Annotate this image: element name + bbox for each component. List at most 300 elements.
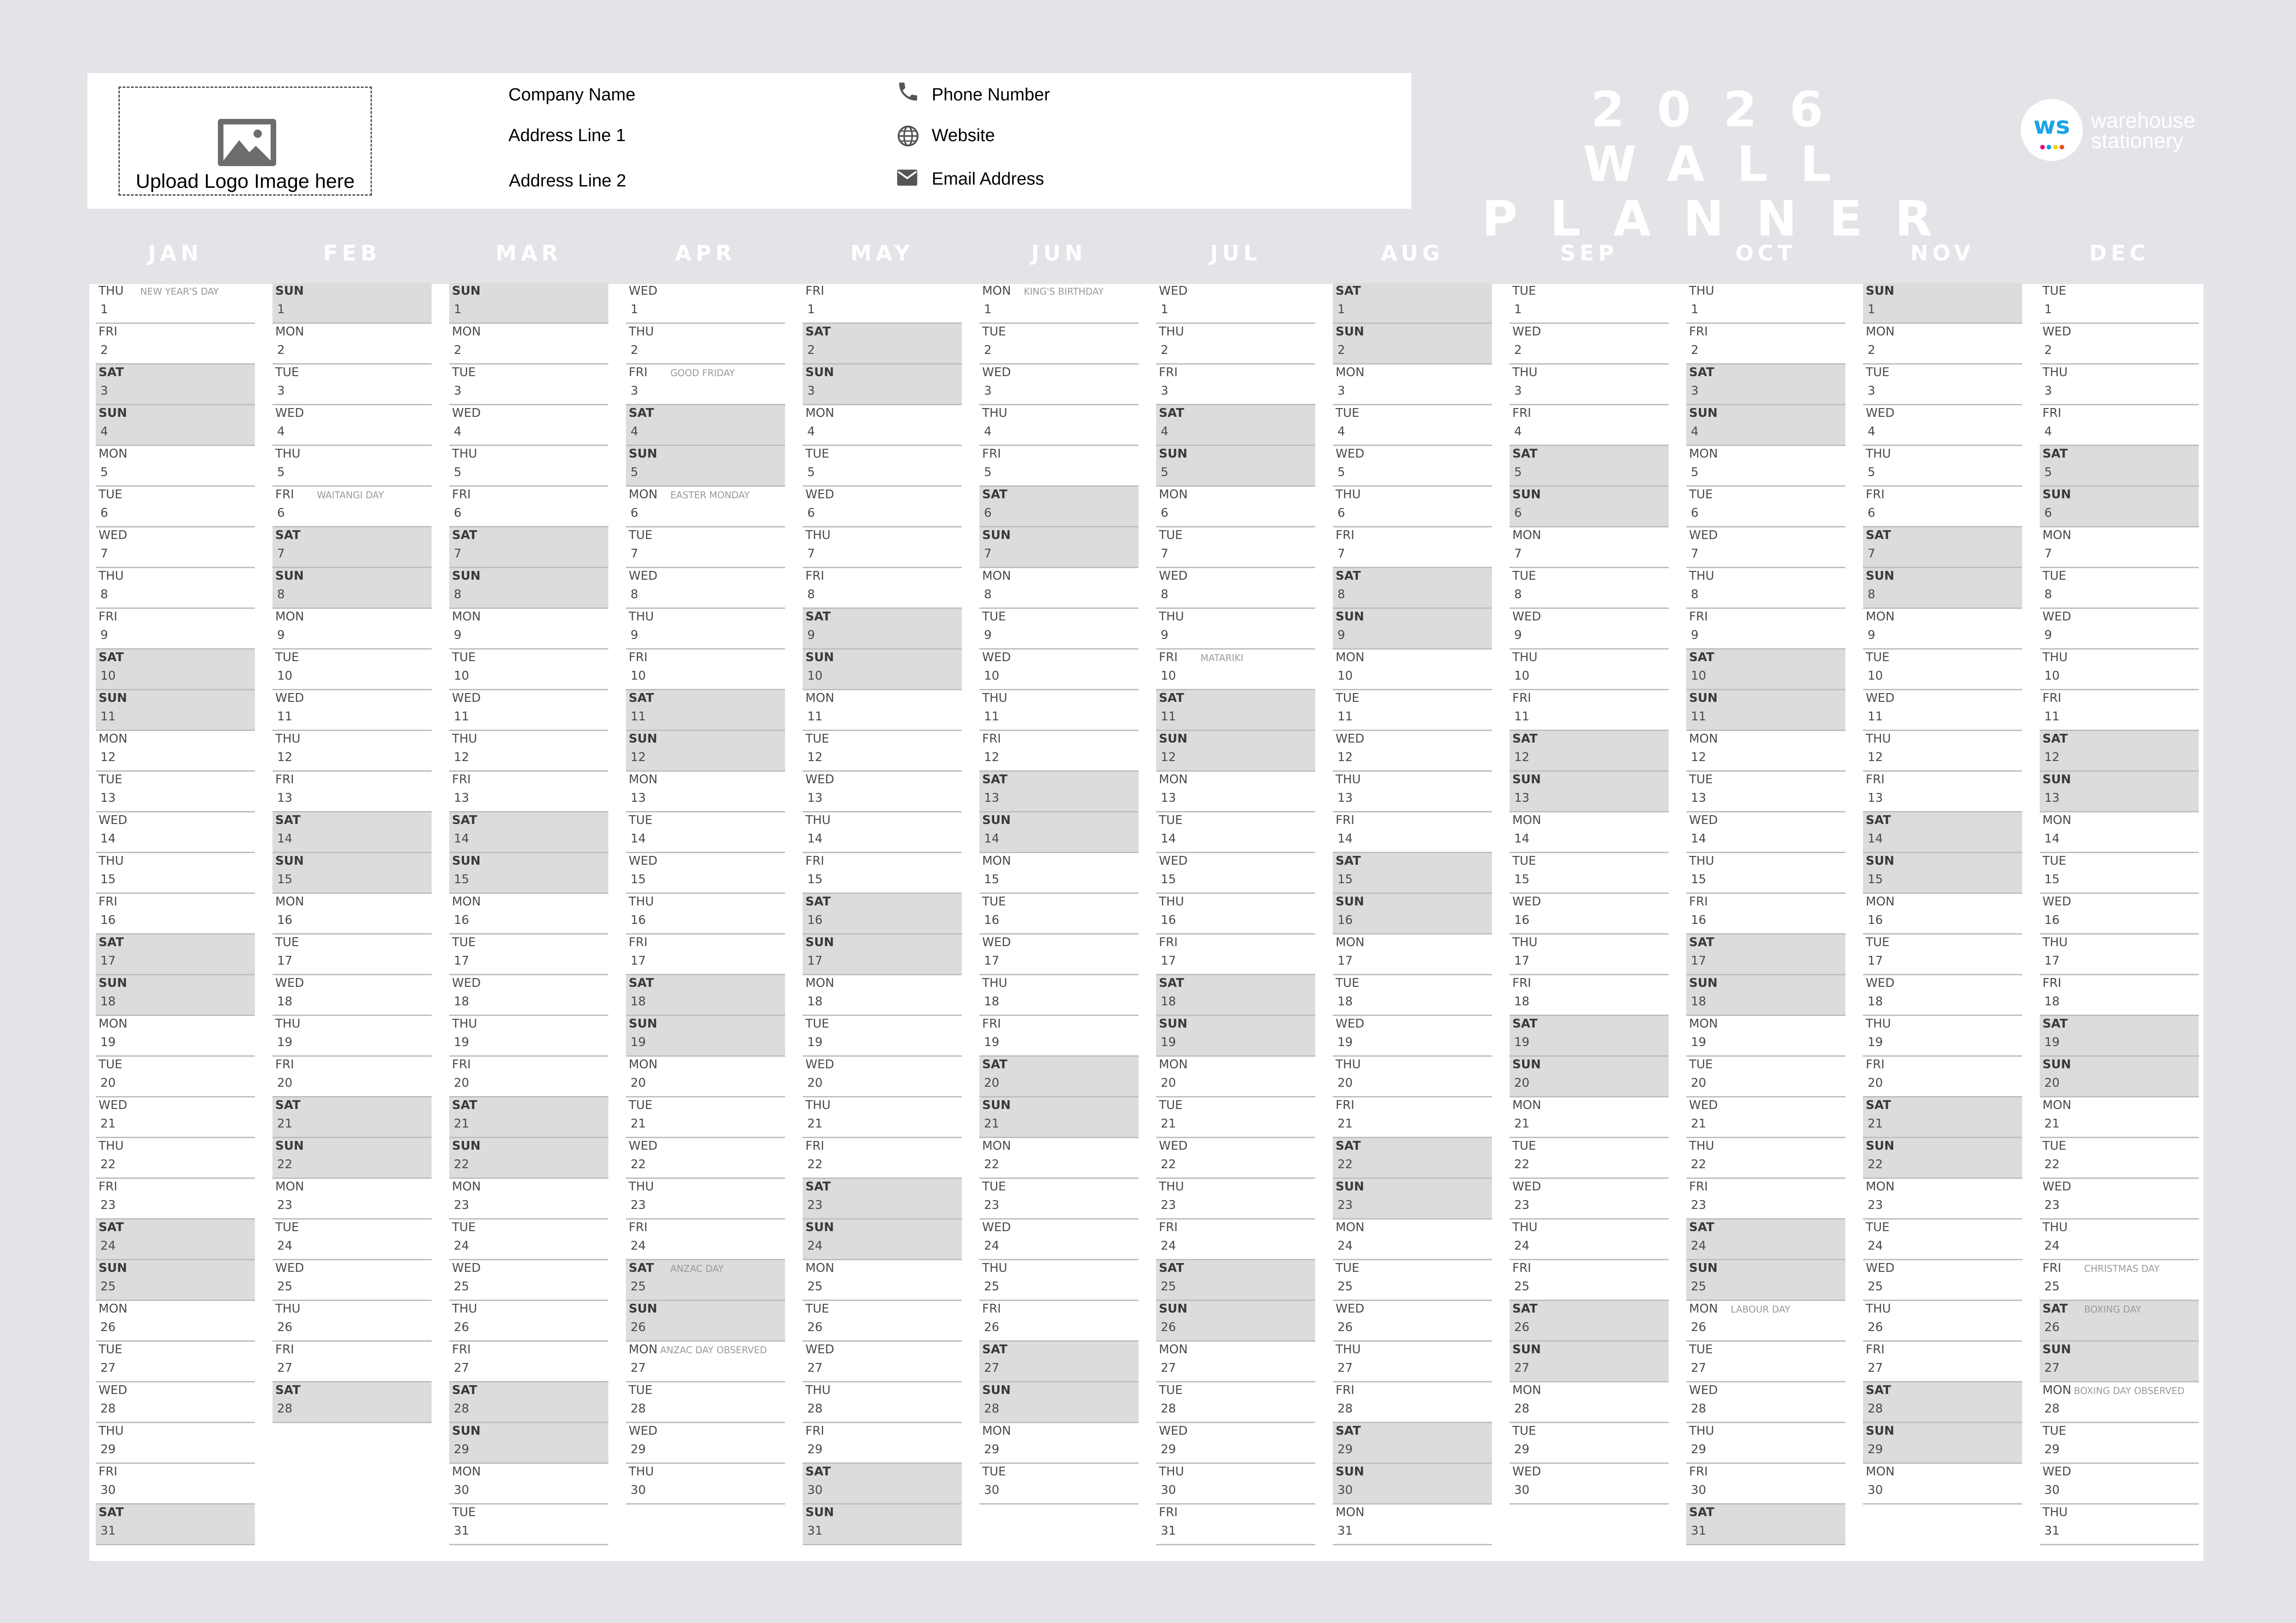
day-cell[interactable] bbox=[2040, 650, 2199, 690]
day-cell[interactable] bbox=[1333, 731, 1492, 772]
day-cell[interactable] bbox=[96, 690, 255, 731]
day-cell[interactable] bbox=[1333, 283, 1492, 324]
day-cell[interactable] bbox=[1510, 487, 1669, 527]
day-cell[interactable] bbox=[979, 446, 1139, 487]
day-cell[interactable] bbox=[979, 853, 1139, 894]
day-cell[interactable] bbox=[1333, 1138, 1492, 1179]
day-cell[interactable] bbox=[1333, 853, 1492, 894]
day-cell[interactable] bbox=[1510, 935, 1669, 975]
day-cell[interactable] bbox=[272, 324, 432, 365]
day-cell[interactable] bbox=[1333, 405, 1492, 446]
day-cell[interactable] bbox=[1686, 1342, 1845, 1382]
day-cell[interactable] bbox=[1333, 1220, 1492, 1260]
day-cell[interactable] bbox=[2040, 853, 2199, 894]
day-cell[interactable] bbox=[2040, 772, 2199, 812]
day-cell[interactable] bbox=[1863, 772, 2022, 812]
day-cell[interactable] bbox=[803, 1423, 962, 1464]
day-cell[interactable] bbox=[1156, 283, 1315, 324]
day-cell[interactable] bbox=[96, 446, 255, 487]
day-cell[interactable] bbox=[96, 405, 255, 446]
day-cell[interactable] bbox=[2040, 1260, 2199, 1301]
day-cell[interactable] bbox=[272, 568, 432, 609]
day-cell[interactable] bbox=[979, 772, 1139, 812]
day-cell[interactable] bbox=[979, 1301, 1139, 1342]
day-cell[interactable] bbox=[96, 1505, 255, 1545]
day-cell[interactable] bbox=[2040, 283, 2199, 324]
day-cell[interactable] bbox=[626, 568, 785, 609]
day-cell[interactable] bbox=[979, 1057, 1139, 1097]
day-cell[interactable] bbox=[626, 975, 785, 1016]
day-cell[interactable] bbox=[272, 405, 432, 446]
day-cell[interactable] bbox=[1333, 690, 1492, 731]
day-cell[interactable] bbox=[449, 1097, 608, 1138]
day-cell[interactable] bbox=[626, 405, 785, 446]
day-cell[interactable] bbox=[979, 405, 1139, 446]
day-cell[interactable] bbox=[1510, 609, 1669, 650]
day-cell[interactable] bbox=[1333, 609, 1492, 650]
day-cell[interactable] bbox=[803, 1382, 962, 1423]
day-cell[interactable] bbox=[449, 487, 608, 527]
day-cell[interactable] bbox=[979, 935, 1139, 975]
day-cell[interactable] bbox=[1863, 1382, 2022, 1423]
day-cell[interactable] bbox=[1333, 1342, 1492, 1382]
day-cell[interactable] bbox=[803, 812, 962, 853]
day-cell[interactable] bbox=[979, 283, 1139, 324]
day-cell[interactable] bbox=[449, 1057, 608, 1097]
day-cell[interactable] bbox=[1863, 894, 2022, 935]
day-cell[interactable] bbox=[1156, 1057, 1315, 1097]
day-cell[interactable] bbox=[96, 324, 255, 365]
day-cell[interactable] bbox=[449, 283, 608, 324]
day-cell[interactable] bbox=[1686, 812, 1845, 853]
day-cell[interactable] bbox=[2040, 609, 2199, 650]
day-cell[interactable] bbox=[1686, 1016, 1845, 1057]
day-cell[interactable] bbox=[1863, 1260, 2022, 1301]
day-cell[interactable] bbox=[2040, 1301, 2199, 1342]
day-cell[interactable] bbox=[626, 1057, 785, 1097]
day-cell[interactable] bbox=[1333, 1505, 1492, 1545]
day-cell[interactable] bbox=[979, 527, 1139, 568]
day-cell[interactable] bbox=[2040, 1179, 2199, 1220]
day-cell[interactable] bbox=[2040, 1382, 2199, 1423]
day-cell[interactable] bbox=[1510, 446, 1669, 487]
day-cell[interactable] bbox=[803, 1016, 962, 1057]
day-cell[interactable] bbox=[1333, 975, 1492, 1016]
day-cell[interactable] bbox=[1156, 1464, 1315, 1505]
day-cell[interactable] bbox=[1156, 324, 1315, 365]
day-cell[interactable] bbox=[803, 283, 962, 324]
day-cell[interactable] bbox=[449, 1382, 608, 1423]
day-cell[interactable] bbox=[1333, 1179, 1492, 1220]
day-cell[interactable] bbox=[1686, 405, 1845, 446]
day-cell[interactable] bbox=[1863, 975, 2022, 1016]
day-cell[interactable] bbox=[449, 446, 608, 487]
day-cell[interactable] bbox=[2040, 894, 2199, 935]
day-cell[interactable] bbox=[626, 853, 785, 894]
day-cell[interactable] bbox=[1156, 812, 1315, 853]
day-cell[interactable] bbox=[1863, 609, 2022, 650]
day-cell[interactable] bbox=[1333, 487, 1492, 527]
day-cell[interactable] bbox=[96, 1464, 255, 1505]
day-cell[interactable] bbox=[1510, 1016, 1669, 1057]
day-cell[interactable] bbox=[1686, 690, 1845, 731]
day-cell[interactable] bbox=[1510, 324, 1669, 365]
day-cell[interactable] bbox=[449, 1016, 608, 1057]
day-cell[interactable] bbox=[96, 1097, 255, 1138]
day-cell[interactable] bbox=[2040, 975, 2199, 1016]
day-cell[interactable] bbox=[1156, 731, 1315, 772]
day-cell[interactable] bbox=[2040, 1342, 2199, 1382]
day-cell[interactable] bbox=[1863, 446, 2022, 487]
day-cell[interactable] bbox=[626, 1382, 785, 1423]
day-cell[interactable] bbox=[979, 365, 1139, 405]
day-cell[interactable] bbox=[1156, 568, 1315, 609]
day-cell[interactable] bbox=[1686, 853, 1845, 894]
day-cell[interactable] bbox=[1156, 527, 1315, 568]
day-cell[interactable] bbox=[979, 975, 1139, 1016]
day-cell[interactable] bbox=[979, 1097, 1139, 1138]
day-cell[interactable] bbox=[1863, 1423, 2022, 1464]
day-cell[interactable] bbox=[449, 324, 608, 365]
day-cell[interactable] bbox=[979, 324, 1139, 365]
day-cell[interactable] bbox=[1510, 1301, 1669, 1342]
day-cell[interactable] bbox=[1156, 894, 1315, 935]
day-cell[interactable] bbox=[979, 650, 1139, 690]
day-cell[interactable] bbox=[2040, 690, 2199, 731]
day-cell[interactable] bbox=[272, 650, 432, 690]
day-cell[interactable] bbox=[979, 1220, 1139, 1260]
day-cell[interactable] bbox=[626, 1301, 785, 1342]
day-cell[interactable] bbox=[979, 690, 1139, 731]
day-cell[interactable] bbox=[1863, 690, 2022, 731]
day-cell[interactable] bbox=[979, 1382, 1139, 1423]
day-cell[interactable] bbox=[626, 609, 785, 650]
day-cell[interactable] bbox=[1510, 283, 1669, 324]
day-cell[interactable] bbox=[96, 609, 255, 650]
day-cell[interactable] bbox=[1510, 812, 1669, 853]
day-cell[interactable] bbox=[1686, 650, 1845, 690]
day-cell[interactable] bbox=[449, 1179, 608, 1220]
day-cell[interactable] bbox=[272, 772, 432, 812]
day-cell[interactable] bbox=[96, 812, 255, 853]
day-cell[interactable] bbox=[1863, 568, 2022, 609]
day-cell[interactable] bbox=[272, 1260, 432, 1301]
day-cell[interactable] bbox=[979, 487, 1139, 527]
day-cell[interactable] bbox=[803, 1301, 962, 1342]
day-cell[interactable] bbox=[449, 894, 608, 935]
logo-upload-area[interactable] bbox=[118, 87, 372, 196]
day-cell[interactable] bbox=[449, 650, 608, 690]
day-cell[interactable] bbox=[1863, 1179, 2022, 1220]
day-cell[interactable] bbox=[626, 1220, 785, 1260]
day-cell[interactable] bbox=[1510, 1057, 1669, 1097]
day-cell[interactable] bbox=[803, 935, 962, 975]
day-cell[interactable] bbox=[1863, 1138, 2022, 1179]
day-cell[interactable] bbox=[1863, 650, 2022, 690]
day-cell[interactable] bbox=[272, 1097, 432, 1138]
day-cell[interactable] bbox=[626, 1342, 785, 1382]
day-cell[interactable] bbox=[979, 1464, 1139, 1505]
day-cell[interactable] bbox=[1510, 1464, 1669, 1505]
day-cell[interactable] bbox=[626, 446, 785, 487]
day-cell[interactable] bbox=[1333, 1097, 1492, 1138]
day-cell[interactable] bbox=[2040, 1097, 2199, 1138]
day-cell[interactable] bbox=[1156, 1179, 1315, 1220]
day-cell[interactable] bbox=[1686, 446, 1845, 487]
day-cell[interactable] bbox=[626, 365, 785, 405]
day-cell[interactable] bbox=[1333, 1016, 1492, 1057]
day-cell[interactable] bbox=[979, 1260, 1139, 1301]
day-cell[interactable] bbox=[1333, 527, 1492, 568]
day-cell[interactable] bbox=[1156, 772, 1315, 812]
day-cell[interactable] bbox=[2040, 1505, 2199, 1545]
day-cell[interactable] bbox=[1156, 935, 1315, 975]
day-cell[interactable] bbox=[449, 690, 608, 731]
day-cell[interactable] bbox=[803, 1505, 962, 1545]
day-cell[interactable] bbox=[1863, 365, 2022, 405]
day-cell[interactable] bbox=[96, 1179, 255, 1220]
day-cell[interactable] bbox=[272, 1138, 432, 1179]
day-cell[interactable] bbox=[979, 609, 1139, 650]
day-cell[interactable] bbox=[2040, 446, 2199, 487]
day-cell[interactable] bbox=[2040, 935, 2199, 975]
day-cell[interactable] bbox=[449, 365, 608, 405]
day-cell[interactable] bbox=[1863, 487, 2022, 527]
day-cell[interactable] bbox=[1686, 609, 1845, 650]
day-cell[interactable] bbox=[272, 812, 432, 853]
day-cell[interactable] bbox=[1156, 1505, 1315, 1545]
day-cell[interactable] bbox=[1863, 283, 2022, 324]
day-cell[interactable] bbox=[1333, 568, 1492, 609]
day-cell[interactable] bbox=[803, 527, 962, 568]
day-cell[interactable] bbox=[96, 1220, 255, 1260]
day-cell[interactable] bbox=[449, 1423, 608, 1464]
day-cell[interactable] bbox=[1333, 1464, 1492, 1505]
day-cell[interactable] bbox=[1333, 894, 1492, 935]
day-cell[interactable] bbox=[2040, 1423, 2199, 1464]
day-cell[interactable] bbox=[1156, 446, 1315, 487]
day-cell[interactable] bbox=[1686, 731, 1845, 772]
day-cell[interactable] bbox=[1333, 935, 1492, 975]
day-cell[interactable] bbox=[1863, 1301, 2022, 1342]
day-cell[interactable] bbox=[1686, 1382, 1845, 1423]
day-cell[interactable] bbox=[1156, 690, 1315, 731]
day-cell[interactable] bbox=[1510, 650, 1669, 690]
day-cell[interactable] bbox=[2040, 1220, 2199, 1260]
day-cell[interactable] bbox=[626, 894, 785, 935]
day-cell[interactable] bbox=[1863, 1016, 2022, 1057]
day-cell[interactable] bbox=[449, 1301, 608, 1342]
day-cell[interactable] bbox=[1863, 1057, 2022, 1097]
day-cell[interactable] bbox=[272, 609, 432, 650]
day-cell[interactable] bbox=[272, 1342, 432, 1382]
day-cell[interactable] bbox=[626, 1179, 785, 1220]
day-cell[interactable] bbox=[979, 568, 1139, 609]
day-cell[interactable] bbox=[272, 1016, 432, 1057]
day-cell[interactable] bbox=[626, 1097, 785, 1138]
day-cell[interactable] bbox=[1686, 283, 1845, 324]
day-cell[interactable] bbox=[979, 894, 1139, 935]
day-cell[interactable] bbox=[2040, 324, 2199, 365]
day-cell[interactable] bbox=[979, 1342, 1139, 1382]
day-cell[interactable] bbox=[272, 1220, 432, 1260]
day-cell[interactable] bbox=[1510, 568, 1669, 609]
day-cell[interactable] bbox=[803, 1179, 962, 1220]
day-cell[interactable] bbox=[96, 1382, 255, 1423]
day-cell[interactable] bbox=[272, 690, 432, 731]
day-cell[interactable] bbox=[803, 405, 962, 446]
day-cell[interactable] bbox=[1686, 1260, 1845, 1301]
day-cell[interactable] bbox=[272, 975, 432, 1016]
day-cell[interactable] bbox=[1510, 894, 1669, 935]
day-cell[interactable] bbox=[1333, 365, 1492, 405]
day-cell[interactable] bbox=[1510, 527, 1669, 568]
day-cell[interactable] bbox=[96, 650, 255, 690]
day-cell[interactable] bbox=[626, 527, 785, 568]
day-cell[interactable] bbox=[1156, 405, 1315, 446]
day-cell[interactable] bbox=[1863, 324, 2022, 365]
day-cell[interactable] bbox=[979, 812, 1139, 853]
day-cell[interactable] bbox=[803, 650, 962, 690]
day-cell[interactable] bbox=[96, 568, 255, 609]
day-cell[interactable] bbox=[96, 1342, 255, 1382]
day-cell[interactable] bbox=[1156, 1016, 1315, 1057]
day-cell[interactable] bbox=[803, 975, 962, 1016]
day-cell[interactable] bbox=[626, 1138, 785, 1179]
day-cell[interactable] bbox=[2040, 365, 2199, 405]
day-cell[interactable] bbox=[626, 1423, 785, 1464]
day-cell[interactable] bbox=[449, 812, 608, 853]
day-cell[interactable] bbox=[1333, 446, 1492, 487]
day-cell[interactable] bbox=[1510, 365, 1669, 405]
day-cell[interactable] bbox=[96, 1057, 255, 1097]
day-cell[interactable] bbox=[1686, 487, 1845, 527]
day-cell[interactable] bbox=[979, 731, 1139, 772]
day-cell[interactable] bbox=[803, 1220, 962, 1260]
day-cell[interactable] bbox=[1156, 1260, 1315, 1301]
day-cell[interactable] bbox=[803, 568, 962, 609]
day-cell[interactable] bbox=[626, 772, 785, 812]
day-cell[interactable] bbox=[272, 935, 432, 975]
day-cell[interactable] bbox=[449, 1260, 608, 1301]
day-cell[interactable] bbox=[96, 283, 255, 324]
day-cell[interactable] bbox=[449, 1220, 608, 1260]
day-cell[interactable] bbox=[272, 1382, 432, 1423]
day-cell[interactable] bbox=[2040, 487, 2199, 527]
day-cell[interactable] bbox=[1156, 1342, 1315, 1382]
day-cell[interactable] bbox=[96, 1301, 255, 1342]
day-cell[interactable] bbox=[626, 650, 785, 690]
day-cell[interactable] bbox=[272, 487, 432, 527]
day-cell[interactable] bbox=[803, 487, 962, 527]
day-cell[interactable] bbox=[1863, 935, 2022, 975]
day-cell[interactable] bbox=[2040, 1138, 2199, 1179]
day-cell[interactable] bbox=[979, 1179, 1139, 1220]
day-cell[interactable] bbox=[1510, 853, 1669, 894]
day-cell[interactable] bbox=[449, 731, 608, 772]
day-cell[interactable] bbox=[803, 609, 962, 650]
day-cell[interactable] bbox=[1333, 650, 1492, 690]
day-cell[interactable] bbox=[2040, 405, 2199, 446]
day-cell[interactable] bbox=[1510, 405, 1669, 446]
day-cell[interactable] bbox=[449, 609, 608, 650]
day-cell[interactable] bbox=[1863, 405, 2022, 446]
day-cell[interactable] bbox=[1686, 324, 1845, 365]
day-cell[interactable] bbox=[272, 446, 432, 487]
day-cell[interactable] bbox=[2040, 1016, 2199, 1057]
day-cell[interactable] bbox=[1510, 1138, 1669, 1179]
day-cell[interactable] bbox=[449, 1138, 608, 1179]
day-cell[interactable] bbox=[1333, 1057, 1492, 1097]
day-cell[interactable] bbox=[449, 405, 608, 446]
day-cell[interactable] bbox=[1156, 1097, 1315, 1138]
day-cell[interactable] bbox=[1333, 812, 1492, 853]
day-cell[interactable] bbox=[626, 324, 785, 365]
day-cell[interactable] bbox=[1510, 1220, 1669, 1260]
day-cell[interactable] bbox=[1156, 1423, 1315, 1464]
day-cell[interactable] bbox=[2040, 1464, 2199, 1505]
day-cell[interactable] bbox=[449, 935, 608, 975]
day-cell[interactable] bbox=[803, 1138, 962, 1179]
day-cell[interactable] bbox=[1156, 1138, 1315, 1179]
day-cell[interactable] bbox=[803, 1057, 962, 1097]
day-cell[interactable] bbox=[1686, 1097, 1845, 1138]
day-cell[interactable] bbox=[1510, 1342, 1669, 1382]
day-cell[interactable] bbox=[1510, 975, 1669, 1016]
day-cell[interactable] bbox=[1863, 1342, 2022, 1382]
day-cell[interactable] bbox=[1686, 1301, 1845, 1342]
day-cell[interactable] bbox=[1156, 1220, 1315, 1260]
day-cell[interactable] bbox=[803, 365, 962, 405]
day-cell[interactable] bbox=[626, 1260, 785, 1301]
day-cell[interactable] bbox=[1510, 1423, 1669, 1464]
day-cell[interactable] bbox=[1333, 772, 1492, 812]
day-cell[interactable] bbox=[1863, 527, 2022, 568]
day-cell[interactable] bbox=[449, 853, 608, 894]
day-cell[interactable] bbox=[1686, 1220, 1845, 1260]
day-cell[interactable] bbox=[272, 1301, 432, 1342]
day-cell[interactable] bbox=[96, 894, 255, 935]
day-cell[interactable] bbox=[1510, 1179, 1669, 1220]
day-cell[interactable] bbox=[1686, 772, 1845, 812]
day-cell[interactable] bbox=[1686, 1057, 1845, 1097]
day-cell[interactable] bbox=[979, 1138, 1139, 1179]
day-cell[interactable] bbox=[272, 283, 432, 324]
day-cell[interactable] bbox=[1156, 365, 1315, 405]
day-cell[interactable] bbox=[1686, 1138, 1845, 1179]
day-cell[interactable] bbox=[803, 446, 962, 487]
day-cell[interactable] bbox=[272, 894, 432, 935]
day-cell[interactable] bbox=[1510, 1260, 1669, 1301]
day-cell[interactable] bbox=[2040, 731, 2199, 772]
day-cell[interactable] bbox=[1863, 812, 2022, 853]
day-cell[interactable] bbox=[1686, 1179, 1845, 1220]
day-cell[interactable] bbox=[272, 853, 432, 894]
day-cell[interactable] bbox=[2040, 812, 2199, 853]
day-cell[interactable] bbox=[1510, 731, 1669, 772]
day-cell[interactable] bbox=[626, 935, 785, 975]
day-cell[interactable] bbox=[803, 1464, 962, 1505]
day-cell[interactable] bbox=[96, 975, 255, 1016]
day-cell[interactable] bbox=[1686, 568, 1845, 609]
day-cell[interactable] bbox=[96, 487, 255, 527]
day-cell[interactable] bbox=[2040, 568, 2199, 609]
day-cell[interactable] bbox=[1686, 1423, 1845, 1464]
day-cell[interactable] bbox=[626, 1464, 785, 1505]
day-cell[interactable] bbox=[96, 772, 255, 812]
day-cell[interactable] bbox=[803, 690, 962, 731]
day-cell[interactable] bbox=[1156, 975, 1315, 1016]
